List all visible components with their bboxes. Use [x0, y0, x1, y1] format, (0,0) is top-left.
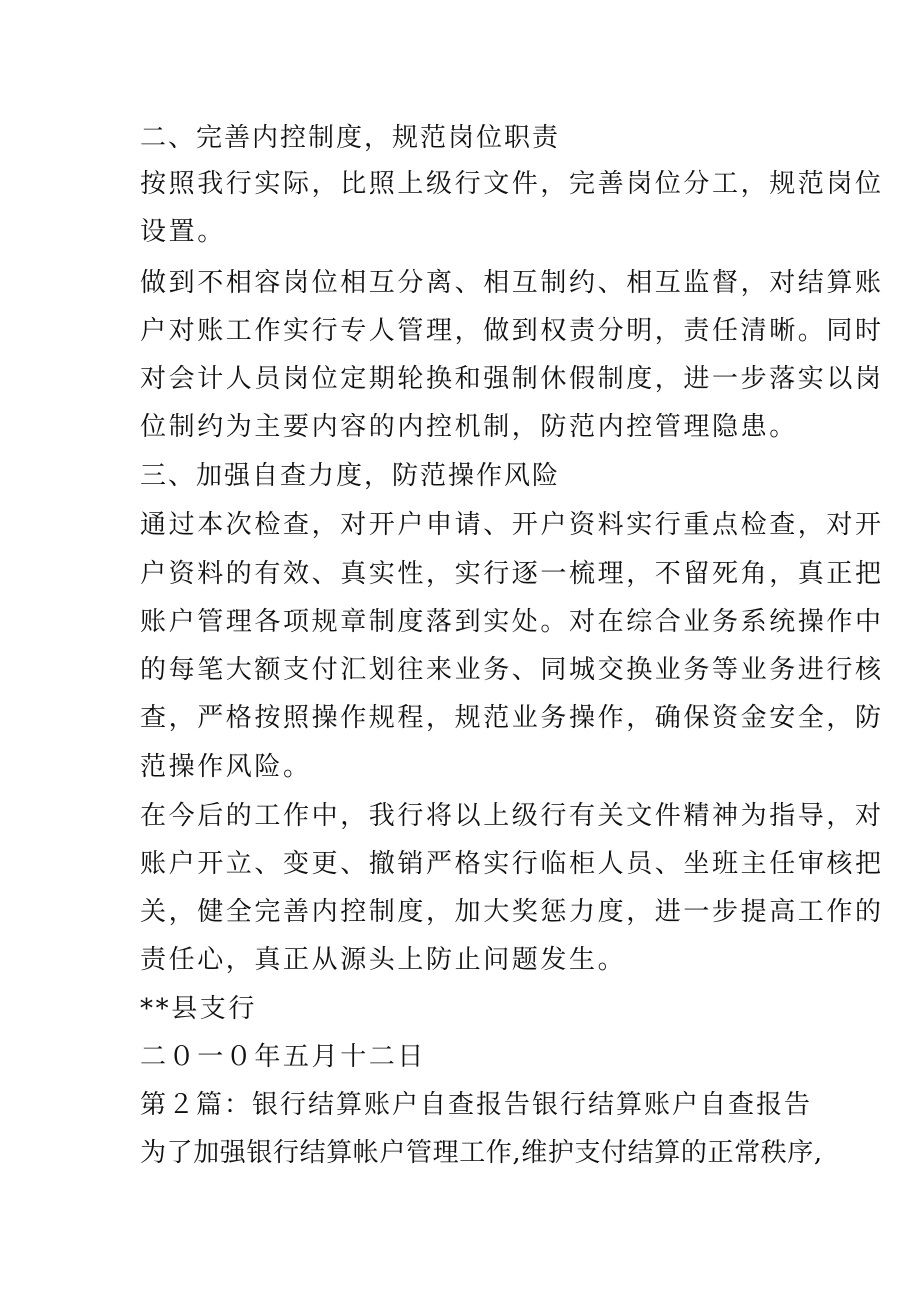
paragraph-line: 查，严格按照操作规程，规范业务操作，确保资金安全，防: [140, 703, 884, 733]
paragraph-line: 户对账工作实行专人管理，做到权责分明，责任清晰。同时: [140, 316, 884, 346]
signature-date: 二０一０年五月十二日: [140, 1042, 427, 1072]
paragraph-line: 的每笔大额支付汇划往来业务、同城交换业务等业务进行核: [140, 655, 884, 685]
paragraph-line: 关，健全完善内控制度，加大奖惩力度，进一步提高工作的: [140, 897, 884, 927]
paragraph-line: 设置。: [140, 217, 226, 247]
section-heading-3: 三、加强自查力度，防范操作风险: [140, 461, 561, 491]
paragraph-line: 账户开立、变更、撤销严格实行临柜人员、坐班主任审核把: [140, 849, 884, 879]
signature-branch: **县支行: [140, 994, 258, 1024]
paragraph-line: 做到不相容岗位相互分离、相互制约、相互监督，对结算账: [140, 268, 884, 298]
paragraph-line: 为了加强银行结算帐户管理工作,维护支付结算的正常秩序,: [140, 1138, 823, 1168]
paragraph-line: 户资料的有效、真实性，实行逐一梳理，不留死角，真正把: [140, 559, 884, 589]
paragraph-line: 范操作风险。: [140, 752, 312, 782]
paragraph-line: 账户管理各项规章制度落到实处。对在综合业务系统操作中: [140, 607, 884, 637]
article-title: 第２篇：银行结算账户自查报告银行结算账户自查报告: [140, 1090, 813, 1120]
paragraph-line: 对会计人员岗位定期轮换和强制休假制度，进一步落实以岗: [140, 364, 884, 394]
section-heading-2: 二、完善内控制度，规范岗位职责: [140, 123, 561, 153]
paragraph-line: 按照我行实际，比照上级行文件，完善岗位分工，规范岗位: [140, 169, 884, 199]
paragraph-line: 责任心，真正从源头上防止问题发生。: [140, 945, 627, 975]
paragraph-line: 位制约为主要内容的内控机制，防范内控管理隐患。: [140, 412, 798, 442]
paragraph-line: 通过本次检查，对开户申请、开户资料实行重点检查，对开: [140, 510, 884, 540]
paragraph-line: 在今后的工作中，我行将以上级行有关文件精神为指导，对: [140, 801, 884, 831]
